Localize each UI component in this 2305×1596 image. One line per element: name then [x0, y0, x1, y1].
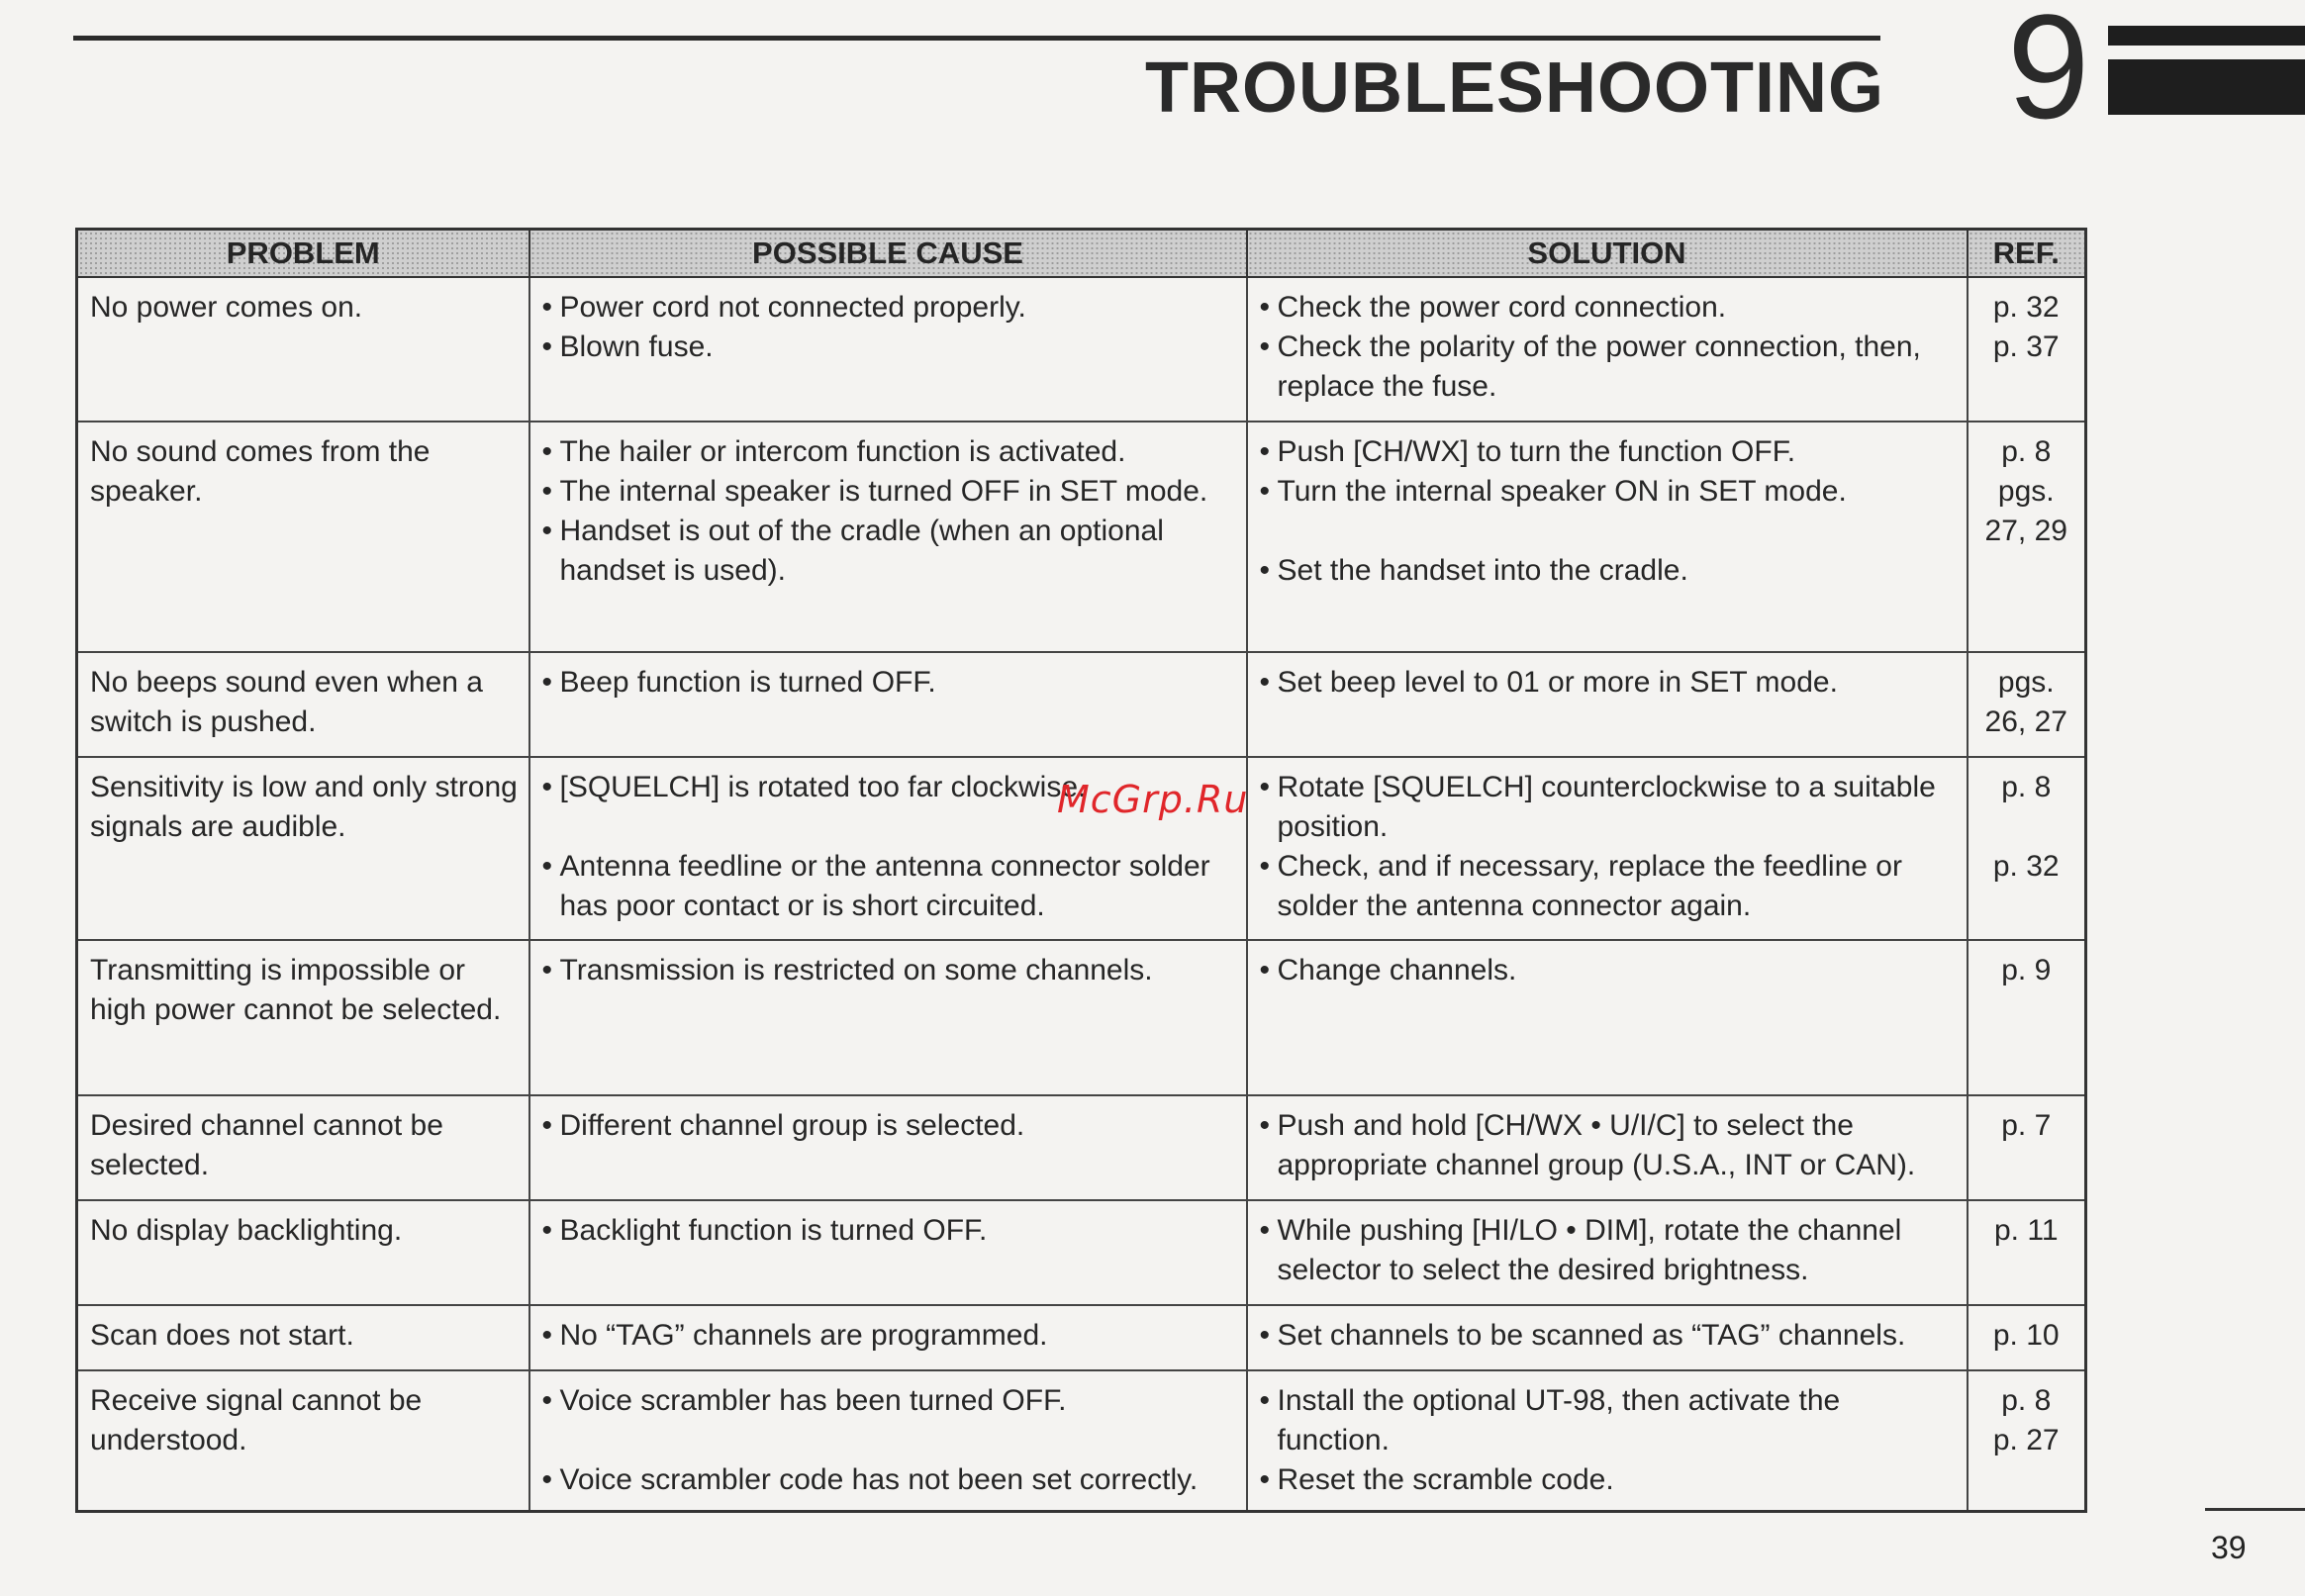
solution-item: Check the power cord connection.: [1277, 290, 1727, 324]
solution-cell: • Push and hold [CH/WX • U/I/C] to select the appropriate channel group (U.S.A., INT or CAN).: [1247, 1095, 1968, 1200]
ref-item: 27, 29: [1984, 514, 2067, 547]
cause-item: Voice scrambler code has not been set correctly.: [559, 1462, 1199, 1496]
cause-item: Antenna feedline or the antenna connector solder has poor contact or is short circuited.: [559, 849, 1210, 922]
column-header-ref: REF.: [1968, 230, 2086, 277]
cause-cell: • The hailer or intercom function is activated. • The internal speaker is turned OFF in SET mode. • Handset is out of the cradle (when an optional handset is used).: [529, 422, 1247, 652]
ref-cell: [1968, 652, 2086, 757]
ref-cell: [1968, 757, 2086, 940]
cause-item: Different channel group is selected.: [559, 1108, 1025, 1142]
solution-cell: • Rotate [SQUELCH] counterclockwise to a suitable position. • Check, and if necessary, replace the feedline or solder the antenna connector again.: [1247, 757, 1968, 940]
cause-cell: • Voice scrambler has been turned OFF. • Voice scrambler code has not been set correctly.: [529, 1370, 1247, 1512]
ref-item: p. 9: [2001, 953, 2052, 986]
solution-item: Set beep level to 01 or more in SET mode.: [1277, 665, 1838, 699]
problem-cell: Scan does not start.: [77, 1305, 529, 1370]
chapter-number: 9: [2007, 0, 2090, 149]
cause-item: Beep function is turned OFF.: [559, 665, 936, 699]
table-row: [77, 1095, 2086, 1200]
chapter-tab-bar: [2108, 59, 2305, 115]
ref-cell: [1968, 277, 2086, 422]
table-row: [77, 1370, 2086, 1512]
cause-cell: • Backlight function is turned OFF.: [529, 1200, 1247, 1305]
solution-item: Change channels.: [1277, 953, 1517, 986]
cause-item: The internal speaker is turned OFF in SET mode.: [559, 474, 1208, 508]
ref-item: pgs.: [1997, 665, 2055, 699]
ref-item: p. 32: [1992, 290, 2060, 324]
cause-item: No “TAG” channels are programmed.: [559, 1318, 1048, 1352]
ref-item: pgs.: [1997, 474, 2055, 508]
ref-item: 26, 27: [1984, 704, 2067, 738]
cause-cell: • Power cord not connected properly. • Blown fuse.: [529, 277, 1247, 422]
page-number: 39: [2211, 1530, 2247, 1565]
solution-cell: • Change channels.: [1247, 940, 1968, 1095]
cause-cell: • Transmission is restricted on some channels.: [529, 940, 1247, 1095]
cause-item: Backlight function is turned OFF.: [559, 1213, 988, 1247]
column-header-cause: POSSIBLE CAUSE: [529, 230, 1247, 277]
problem-cell: Receive signal cannot be understood.: [77, 1370, 529, 1512]
ref-item: p. 37: [1992, 329, 2060, 363]
solution-cell: • Push [CH/WX] to turn the function OFF. • Turn the internal speaker ON in SET mode. • Set the handset into the cradle.: [1247, 422, 1968, 652]
solution-cell: • Check the power cord connection. • Check the polarity of the power connection, then, replace the fuse.: [1247, 277, 1968, 422]
problem-cell: Sensitivity is low and only strong signals are audible.: [77, 757, 529, 940]
cause-item: Blown fuse.: [559, 329, 714, 363]
solution-cell: • Set beep level to 01 or more in SET mode.: [1247, 652, 1968, 757]
solution-item: Turn the internal speaker ON in SET mode.: [1277, 474, 1847, 508]
solution-item: Reset the scramble code.: [1277, 1462, 1614, 1496]
ref-cell: [1968, 1370, 2086, 1512]
solution-item: Set channels to be scanned as “TAG” channels.: [1277, 1318, 1906, 1352]
solution-cell: • Install the optional UT-98, then activate the function. • Reset the scramble code.: [1247, 1370, 1968, 1512]
problem-cell: No display backlighting.: [77, 1200, 529, 1305]
cause-cell: • [SQUELCH] is rotated too far clockwise. • Antenna feedline or the antenna connector solder has poor contact or is short circuited.: [529, 757, 1247, 940]
ref-cell: [1968, 422, 2086, 652]
cause-item: The hailer or intercom function is activated.: [559, 434, 1126, 468]
ref-item: p. 11: [1994, 1213, 2059, 1247]
troubleshooting-table: [75, 228, 2087, 1513]
ref-cell: [1968, 1305, 2086, 1370]
table-header-row: [77, 230, 2086, 277]
table-row: [77, 940, 2086, 1095]
cause-cell: • No “TAG” channels are programmed.: [529, 1305, 1247, 1370]
solution-item: Push and hold [CH/WX • U/I/C] to select the appropriate channel group (U.S.A., INT or CAN).: [1277, 1108, 1916, 1181]
cause-item: Handset is out of the cradle (when an optional handset is used).: [559, 514, 1164, 587]
table-row: [77, 277, 2086, 422]
chapter-tab-bar: [2108, 26, 2305, 46]
table-row: [77, 422, 2086, 652]
solution-cell: • While pushing [HI/LO • DIM], rotate the channel selector to select the desired brightness.: [1247, 1200, 1968, 1305]
solution-item: Set the handset into the cradle.: [1277, 553, 1688, 587]
problem-cell: No beeps sound even when a switch is pushed.: [77, 652, 529, 757]
table-row: [77, 652, 2086, 757]
solution-item: Install the optional UT-98, then activate the function.: [1277, 1383, 1841, 1456]
page-number-rule: [2205, 1508, 2305, 1511]
problem-cell: Transmitting is impossible or high power cannot be selected.: [77, 940, 529, 1095]
solution-item: Rotate [SQUELCH] counterclockwise to a suitable position.: [1277, 770, 1936, 843]
solution-cell: • Set channels to be scanned as “TAG” channels.: [1247, 1305, 1968, 1370]
header-rule: [73, 36, 1880, 41]
ref-item: p. 8: [2001, 770, 2052, 803]
ref-item: p. 27: [1992, 1423, 2060, 1456]
problem-cell: No sound comes from the speaker.: [77, 422, 529, 652]
watermark: McGrp.Ru: [1057, 778, 1249, 821]
cause-item: Power cord not connected properly.: [559, 290, 1026, 324]
table-row: [77, 1305, 2086, 1370]
ref-item: p. 8: [2001, 434, 2052, 468]
solution-item: Check, and if necessary, replace the feedline or solder the antenna connector again.: [1277, 849, 1902, 922]
problem-cell: No power comes on.: [77, 277, 529, 422]
solution-item: While pushing [HI/LO • DIM], rotate the channel selector to select the desired brightness.: [1277, 1213, 1902, 1286]
cause-cell: • Beep function is turned OFF.: [529, 652, 1247, 757]
ref-item: p. 10: [1992, 1318, 2060, 1352]
ref-item: p. 32: [1992, 849, 2060, 883]
table-row: [77, 1200, 2086, 1305]
page-title: TROUBLESHOOTING: [1145, 48, 1884, 128]
ref-cell: [1968, 940, 2086, 1095]
ref-item: p. 8: [2001, 1383, 2052, 1417]
ref-item: p. 7: [2001, 1108, 2052, 1142]
cause-cell: • Different channel group is selected.: [529, 1095, 1247, 1200]
cause-item: [SQUELCH] is rotated too far clockwise.: [559, 770, 1087, 803]
column-header-solution: SOLUTION: [1247, 230, 1968, 277]
solution-item: Check the polarity of the power connection, then, replace the fuse.: [1277, 329, 1921, 403]
ref-cell: [1968, 1200, 2086, 1305]
column-header-problem: PROBLEM: [77, 230, 529, 277]
solution-item: Push [CH/WX] to turn the function OFF.: [1277, 434, 1796, 468]
problem-cell: Desired channel cannot be selected.: [77, 1095, 529, 1200]
cause-item: Voice scrambler has been turned OFF.: [559, 1383, 1067, 1417]
ref-cell: [1968, 1095, 2086, 1200]
cause-item: Transmission is restricted on some channels.: [559, 953, 1153, 986]
